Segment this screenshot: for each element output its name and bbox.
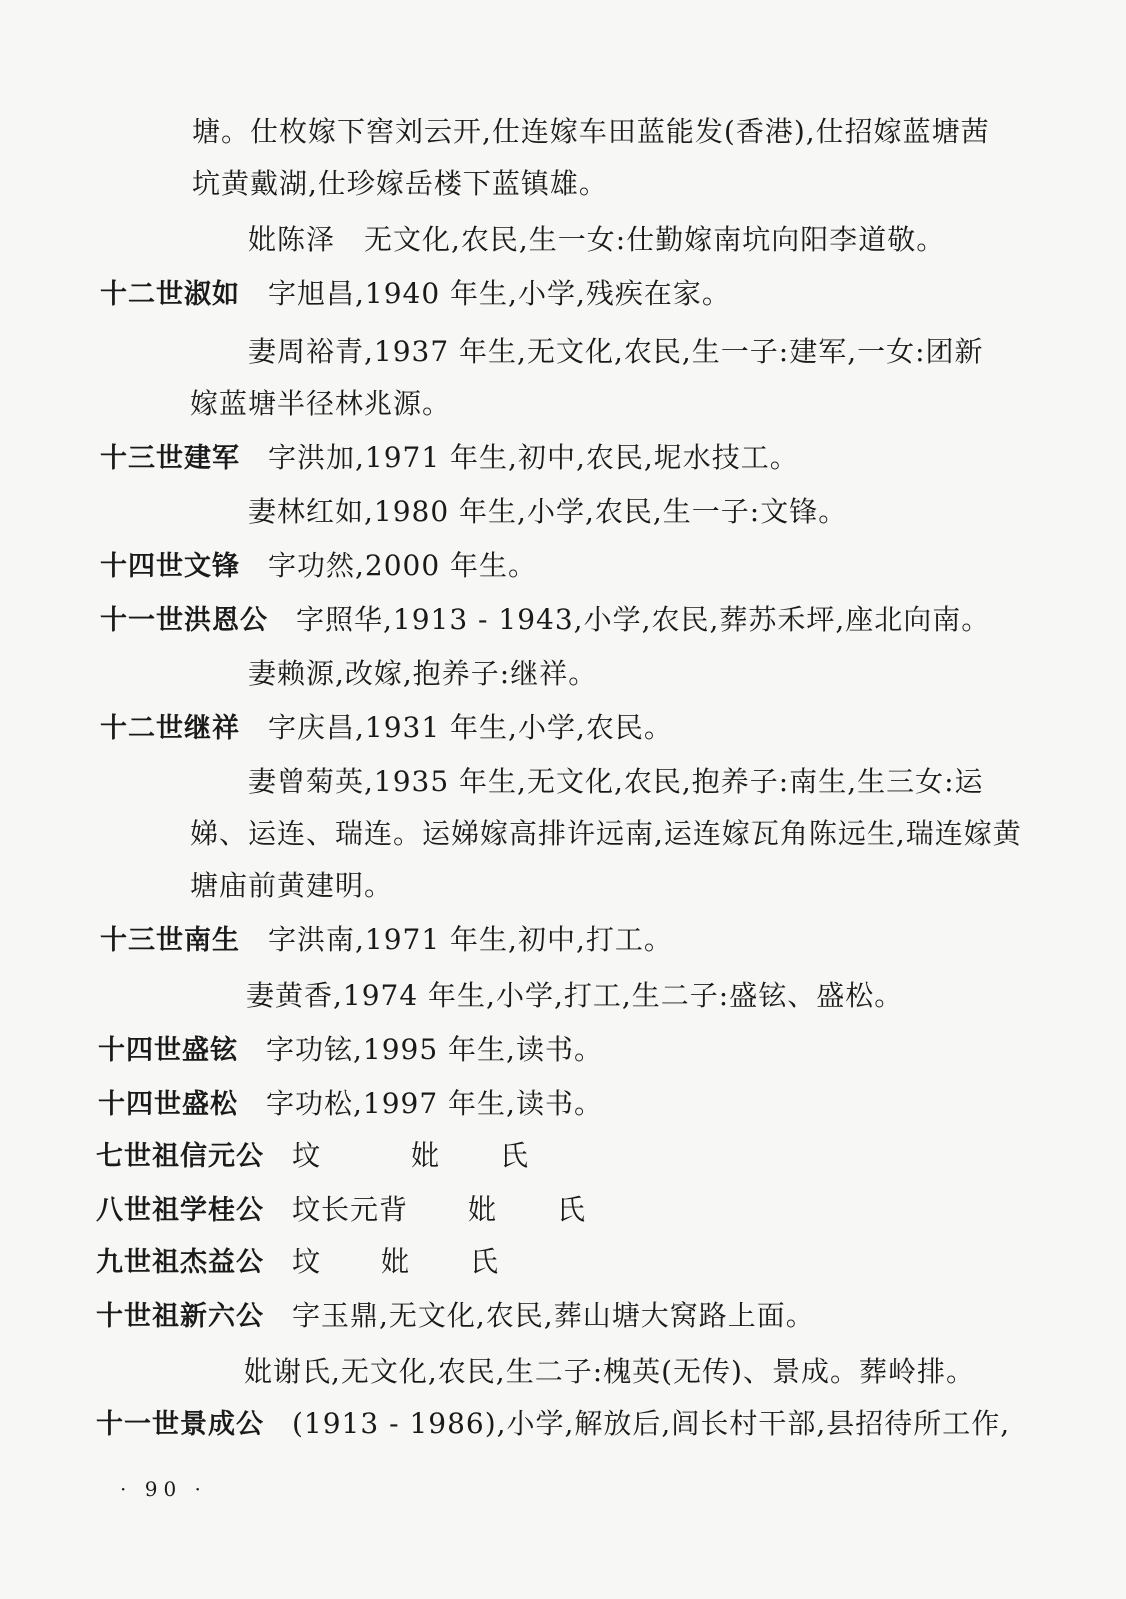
- tomb-field: 坟长元背: [292, 1193, 409, 1226]
- line-text: 妣陈泽 无文化,农民,生一女:仕勤嫁南坑向阳李道敬。: [248, 223, 946, 256]
- entry-line: [100, 600, 990, 641]
- text-line: [190, 866, 393, 906]
- wife-field: 妣: [411, 1139, 441, 1172]
- text-line: [244, 1352, 975, 1392]
- text-line: [190, 384, 451, 424]
- surname-field: 氏: [470, 1245, 500, 1278]
- entry-line: [96, 1242, 499, 1283]
- line-text: 字旭昌,1940 年生,小学,残疾在家。: [268, 277, 731, 310]
- text-line: [248, 332, 984, 372]
- entry-line: [96, 1404, 1010, 1445]
- text-line: [248, 492, 847, 532]
- person-name: 十世祖新六公: [96, 1301, 264, 1332]
- line-text: 妻赖源,改嫁,抱养子:继祥。: [248, 657, 598, 690]
- line-text: 字洪南,1971 年生,初中,打工。: [268, 923, 673, 956]
- person-name: 十四世盛铉: [98, 1035, 238, 1066]
- entry-line: [100, 274, 731, 315]
- entry-line: [100, 920, 673, 961]
- line-text: 字洪加,1971 年生,初中,农民,坭水技工。: [268, 441, 799, 474]
- line-text: 妻黄香,1974 年生,小学,打工,生二子:盛铉、盛松。: [246, 979, 904, 1012]
- person-name: 八世祖学桂公: [96, 1195, 264, 1226]
- entry-line: [98, 1084, 603, 1125]
- line-text: 字功松,1997 年生,读书。: [266, 1087, 603, 1120]
- line-text: (1913 - 1986),小学,解放后,闾长村干部,县招待所工作,: [292, 1407, 1011, 1440]
- text-line: [246, 976, 903, 1016]
- entry-line: [100, 438, 799, 479]
- line-text: 坑黄戴湖,仕珍嫁岳楼下蓝镇雄。: [192, 167, 608, 200]
- page-number: · 90 ·: [120, 1477, 207, 1501]
- entry-line: [98, 1030, 603, 1071]
- person-name: 十三世建军: [100, 443, 240, 474]
- person-name: 七世祖信元公: [96, 1141, 264, 1172]
- person-name: 十四世文锋: [100, 551, 240, 582]
- surname-field: 氏: [557, 1193, 587, 1226]
- line-text: 字功铉,1995 年生,读书。: [266, 1033, 603, 1066]
- text-line: [192, 112, 990, 152]
- tomb-field: 坟: [292, 1245, 322, 1278]
- person-name: 十一世景成公: [96, 1409, 264, 1440]
- tomb-field: 坟: [292, 1139, 322, 1172]
- line-text: 妻周裕青,1937 年生,无文化,农民,生一子:建军,一女:团新: [248, 335, 984, 368]
- surname-field: 氏: [500, 1139, 530, 1172]
- line-text: 娣、运连、瑞连。运娣嫁高排许远南,运连嫁瓦角陈远生,瑞连嫁黄: [190, 817, 1022, 850]
- text-line: [190, 814, 1022, 854]
- line-text: 字功然,2000 年生。: [268, 549, 538, 582]
- wife-field: 妣: [381, 1245, 411, 1278]
- text-line: [248, 220, 945, 260]
- person-name: 十一世洪恩公: [100, 605, 268, 636]
- text-line: [248, 762, 984, 802]
- line-text: 塘庙前黄建明。: [190, 869, 394, 902]
- line-text: 字照华,1913 - 1943,小学,农民,葬苏禾坪,座北向南。: [296, 603, 991, 636]
- entry-line: [100, 708, 673, 749]
- entry-line: [96, 1190, 586, 1231]
- text-line: [192, 164, 608, 204]
- line-text: 妻曾菊英,1935 年生,无文化,农民,抱养子:南生,生三女:运: [248, 765, 984, 798]
- line-text: 妣谢氏,无文化,农民,生二子:槐英(无传)、景成。葬岭排。: [244, 1355, 975, 1388]
- wife-field: 妣: [468, 1193, 498, 1226]
- line-text: 字庆昌,1931 年生,小学,农民。: [268, 711, 673, 744]
- person-name: 十四世盛松: [98, 1089, 238, 1120]
- person-name: 九世祖杰益公: [96, 1247, 264, 1278]
- line-text: 嫁蓝塘半径林兆源。: [190, 387, 452, 420]
- person-name: 十二世淑如: [100, 279, 240, 310]
- line-text: 妻林红如,1980 年生,小学,农民,生一子:文锋。: [248, 495, 848, 528]
- line-text: 字玉鼎,无文化,农民,葬山塘大窝路上面。: [292, 1299, 815, 1332]
- person-name: 十二世继祥: [100, 713, 240, 744]
- line-text: 塘。仕枚嫁下窖刘云开,仕连嫁车田蓝能发(香港),仕招嫁蓝塘茜: [192, 115, 990, 148]
- text-line: [248, 654, 597, 694]
- entry-line: [96, 1136, 529, 1177]
- entry-line: [100, 546, 537, 587]
- entry-line: [96, 1296, 815, 1337]
- person-name: 十三世南生: [100, 925, 240, 956]
